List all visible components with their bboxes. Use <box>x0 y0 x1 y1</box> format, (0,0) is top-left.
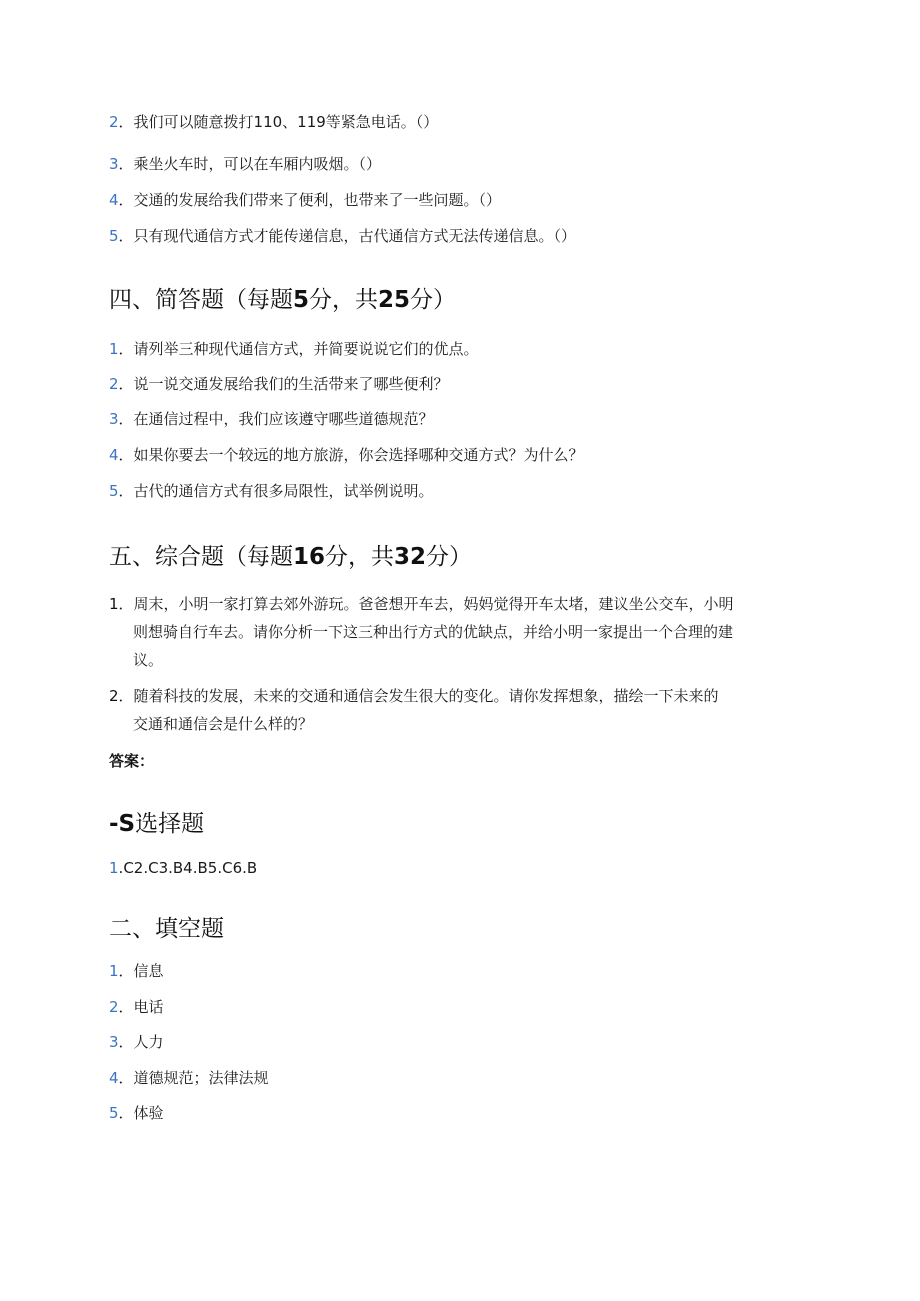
choice-answers <box>109 858 257 878</box>
item-number: 3 <box>109 155 119 173</box>
item-text: ．道德规范；法律法规 <box>118 1069 269 1087</box>
item-number: 5 <box>109 227 119 245</box>
fill-answer-2 <box>109 997 164 1017</box>
item-number: 4 <box>109 446 119 464</box>
short-answer-item-4 <box>109 445 584 465</box>
item-number: 4 <box>109 1069 119 1087</box>
comprehensive-item-1 <box>109 590 815 674</box>
item-text-line1: ．周末，小明一家打算去郊外游玩。爸爸想开车去，妈妈觉得开车太堵，建议坐公交车，小明 <box>118 595 734 613</box>
judge-item-5 <box>109 226 576 246</box>
item-text: ．古代的通信方式有很多局限性，试举例说明。 <box>118 482 434 500</box>
item-text: ．人力 <box>118 1033 164 1051</box>
item-text: ．交通的发展给我们带来了便利，也带来了一些问题。（） <box>118 191 502 209</box>
item-text: ．信息 <box>118 962 164 980</box>
item-number: 2 <box>109 998 119 1016</box>
short-answer-item-3 <box>109 409 434 429</box>
answer-section2-title: 二、填空题 <box>109 916 224 942</box>
judge-item-4 <box>109 190 501 210</box>
item-number: 1 <box>109 962 119 980</box>
short-answer-item-5 <box>109 481 434 501</box>
short-answer-item-2 <box>109 374 449 394</box>
fill-answer-4 <box>109 1068 269 1088</box>
section5-title: 五、综合题（每题16分，共32分） <box>109 544 473 570</box>
item-text-line2: 则想骑自行车去。请你分析一下这三种出行方式的优缺点，并给小明一家提出一个合理的建 <box>133 623 734 641</box>
item-text: ．在通信过程中，我们应该遵守哪些道德规范？ <box>118 410 434 428</box>
item-number: 5 <box>109 1104 119 1122</box>
item-text-line3: 议。 <box>133 651 164 669</box>
item-number: 3 <box>109 410 119 428</box>
item-number: 2 <box>109 375 119 393</box>
fill-answer-5 <box>109 1103 164 1123</box>
item-number: 4 <box>109 191 119 209</box>
fill-answer-1 <box>109 961 164 981</box>
item-number: 2 <box>109 687 119 705</box>
item-text: ．只有现代通信方式才能传递信息，古代通信方式无法传递信息。（） <box>118 227 577 245</box>
item-number: 2 <box>109 113 119 131</box>
item-number: 1 <box>109 595 119 613</box>
judge-item-2 <box>109 112 438 132</box>
item-text-line2: 交通和通信会是什么样的？ <box>133 715 314 733</box>
answer-section1-title: -S选择题 <box>109 811 205 837</box>
item-text: ．电话 <box>118 998 164 1016</box>
comprehensive-item-2 <box>109 682 815 738</box>
item-text: ．请列举三种现代通信方式，并简要说说它们的优点。 <box>118 340 479 358</box>
item-number: 1 <box>109 859 119 877</box>
answers-text: .C2.C3.B4.B5.C6.B <box>118 859 258 877</box>
item-text: ．如果你要去一个较远的地方旅游，你会选择哪种交通方式？为什么？ <box>118 446 584 464</box>
item-number: 1 <box>109 340 119 358</box>
item-text: ．乘坐火车时，可以在车厢内吸烟。（） <box>118 155 382 173</box>
fill-answer-3 <box>109 1032 164 1052</box>
answer-label: 答案： <box>109 752 155 770</box>
short-answer-item-1 <box>109 339 479 359</box>
judge-item-3 <box>109 154 381 174</box>
item-text: ．体验 <box>118 1104 164 1122</box>
item-text: ．说一说交通发展给我们的生活带来了哪些便利？ <box>118 375 449 393</box>
item-number: 3 <box>109 1033 119 1051</box>
item-text-line1: ．随着科技的发展，未来的交通和通信会发生很大的变化。请你发挥想象，描绘一下未来的 <box>118 687 719 705</box>
item-number: 5 <box>109 482 119 500</box>
item-text: ．我们可以随意拨打110、119等紧急电话。（） <box>118 113 439 131</box>
section4-title: 四、简答题（每题5分，共25分） <box>109 287 457 313</box>
